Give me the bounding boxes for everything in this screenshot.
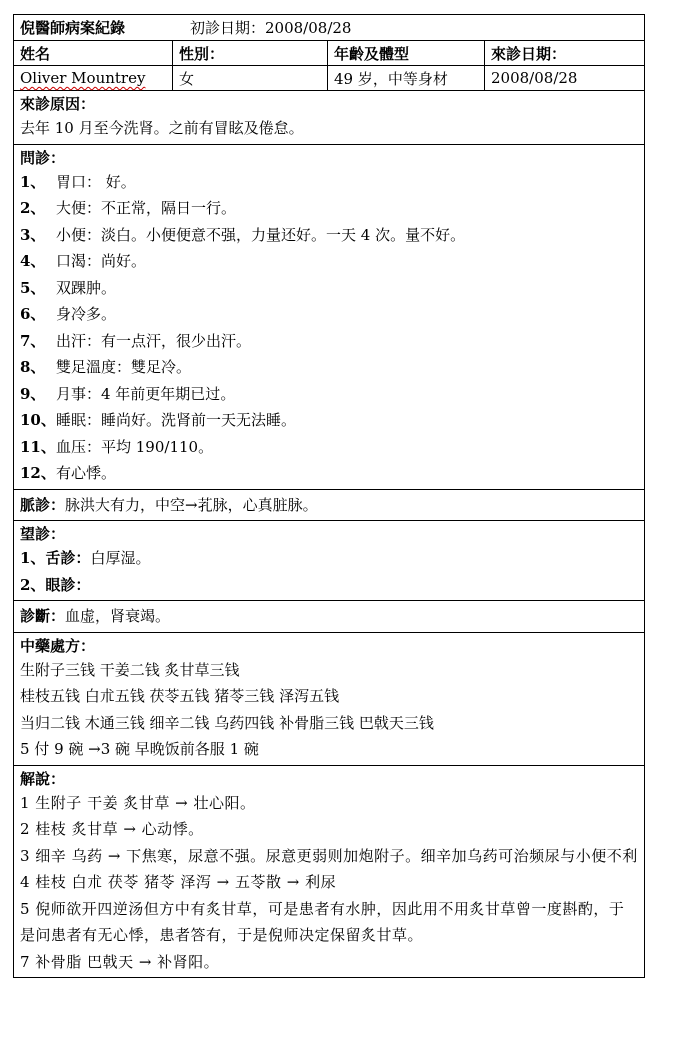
inquiry-item-number: 4、 <box>20 252 46 270</box>
inquiry-item-text: 雙足溫度：雙足冷。 <box>56 358 192 376</box>
gender-value: 女 <box>173 66 328 90</box>
inquiry-section <box>14 144 644 489</box>
explanation-list <box>20 790 638 976</box>
patient-name: Oliver Mountrey <box>20 69 146 87</box>
prescription-line: 桂枝五钱 白朮五钱 茯苓五钱 猪苓三钱 泽泻五钱 <box>20 687 340 705</box>
pulse-label: 脈診： <box>20 495 66 514</box>
inquiry-item <box>20 381 638 408</box>
inquiry-item <box>20 434 638 461</box>
eye-diagnosis-label: 2、眼診： <box>20 575 91 594</box>
inquiry-item <box>20 301 638 328</box>
tongue-diagnosis-line <box>20 545 638 572</box>
observation-section <box>14 520 644 600</box>
inquiry-item-text: 出汗：有一点汗，很少出汗。 <box>56 331 252 350</box>
tongue-diagnosis-label: 1、舌診： <box>20 549 91 567</box>
age-header: 年齡及體型 <box>328 41 485 65</box>
observation-label: 望診： <box>20 525 66 543</box>
explanation-item: 4 桂枝 白朮 茯苓 猪苓 泽泻 → 五苓散 → 利尿 <box>20 873 337 891</box>
inquiry-item <box>20 354 638 381</box>
visit-date-value: 2008/08/28 <box>491 69 578 87</box>
inquiry-item-text: 双踝肿。 <box>56 278 117 297</box>
inquiry-item-text: 有心悸。 <box>56 464 117 482</box>
inquiry-list <box>20 169 638 487</box>
explanation-label: 解說： <box>20 769 66 788</box>
pulse-line <box>20 492 638 519</box>
inquiry-item-text: 月事：4 年前更年期已过。 <box>56 384 236 403</box>
inquiry-item-text: 胃口： 好。 <box>56 172 136 191</box>
inquiry-item-number: 2、 <box>20 199 46 217</box>
diagnosis-label: 診斷： <box>20 607 66 625</box>
inquiry-item-number: 6、 <box>20 305 46 323</box>
info-header-row <box>14 40 644 65</box>
explanation-item: 3 细辛 乌药 → 下焦寒，尿意不强。尿意更弱则加炮附子。细辛加乌药可治频尿与小便不利 <box>20 846 638 865</box>
reason-text: 去年 10 月至今洗肾。之前有冒眩及倦怠。 <box>20 119 304 137</box>
prescription-line: 5 付 9 碗 →3 碗 早晚饭前各服 1 碗 <box>20 740 259 758</box>
inquiry-item <box>20 169 638 196</box>
prescription-list <box>20 657 638 763</box>
case-record-document <box>13 14 645 978</box>
inquiry-item-text: 大便：不正常，隔日一行。 <box>56 199 237 217</box>
inquiry-item-text: 血压：平均 190/110。 <box>56 437 214 456</box>
inquiry-item-number: 3、 <box>20 225 46 244</box>
prescription-line: 当归二钱 木通三钱 细辛二钱 乌药四钱 补骨脂三钱 巴戟天三钱 <box>20 713 434 732</box>
name-cell <box>14 66 173 90</box>
inquiry-item <box>20 195 638 222</box>
age-value: 49 岁，中等身材 <box>328 66 485 90</box>
reason-section <box>14 90 644 144</box>
inquiry-item-number: 11、 <box>20 437 56 456</box>
diagnosis-section <box>14 600 644 632</box>
inquiry-item-number: 10、 <box>20 411 56 429</box>
inquiry-item-text: 睡眠：睡尚好。洗肾前一天无法睡。 <box>56 411 297 429</box>
tongue-diagnosis-text: 白厚湿。 <box>90 549 151 567</box>
diagnosis-text: 血虚，肾衰竭。 <box>65 607 171 625</box>
explanation-item: 1 生附子 干姜 炙甘草 → 壮心阳。 <box>20 793 256 812</box>
prescription-section <box>14 632 644 765</box>
gender-header: 性別： <box>173 41 328 65</box>
inquiry-item <box>20 275 638 302</box>
explanation-item: 5 倪师欲开四逆汤但方中有炙甘草，可是患者有水肿，因此用不用炙甘草曾一度斟酌，于是问患者有无心悸，患者答有，于是倪师决定保留炙甘草。 <box>20 899 625 944</box>
explanation-item: 7 补骨脂 巴戟天 → 补肾阳。 <box>20 952 220 971</box>
inquiry-item-number: 8、 <box>20 358 46 376</box>
inquiry-item <box>20 248 638 275</box>
prescription-label: 中藥處方： <box>20 636 96 655</box>
diagnosis-line <box>20 603 638 630</box>
inquiry-item-text: 口渴：尚好。 <box>56 252 147 270</box>
visit-date-header: 來診日期： <box>491 44 567 63</box>
explanation-item: 2 桂枝 炙甘草 → 心动悸。 <box>20 820 204 838</box>
inquiry-item <box>20 460 638 487</box>
inquiry-item <box>20 407 638 434</box>
name-header: 姓名 <box>14 41 173 65</box>
pulse-text: 脉洪大有力，中空→芤脉，心真脏脉。 <box>65 495 318 514</box>
first-visit-date: 初診日期：2008/08/28 <box>190 19 352 37</box>
inquiry-item-text: 小便：淡白。小便便意不强，力量还好。一天 4 次。量不好。 <box>56 225 466 244</box>
inquiry-item <box>20 222 638 249</box>
inquiry-item-number: 5、 <box>20 278 46 297</box>
inquiry-item-number: 12、 <box>20 464 56 482</box>
pulse-section <box>14 489 644 521</box>
inquiry-item-number: 7、 <box>20 331 46 350</box>
title-row <box>14 14 644 40</box>
explanation-section <box>14 765 644 979</box>
inquiry-item <box>20 328 638 355</box>
reason-label: 來診原因： <box>20 95 96 113</box>
inquiry-label: 問診： <box>20 148 66 167</box>
eye-diagnosis-line <box>20 572 638 599</box>
document-title: 倪醫師病案紀錄 <box>20 19 126 37</box>
prescription-line: 生附子三钱 干姜二钱 炙甘草三钱 <box>20 660 240 679</box>
inquiry-item-number: 1、 <box>20 172 46 191</box>
inquiry-item-number: 9、 <box>20 384 46 403</box>
info-value-row <box>14 65 644 90</box>
inquiry-item-text: 身冷多。 <box>56 305 117 323</box>
